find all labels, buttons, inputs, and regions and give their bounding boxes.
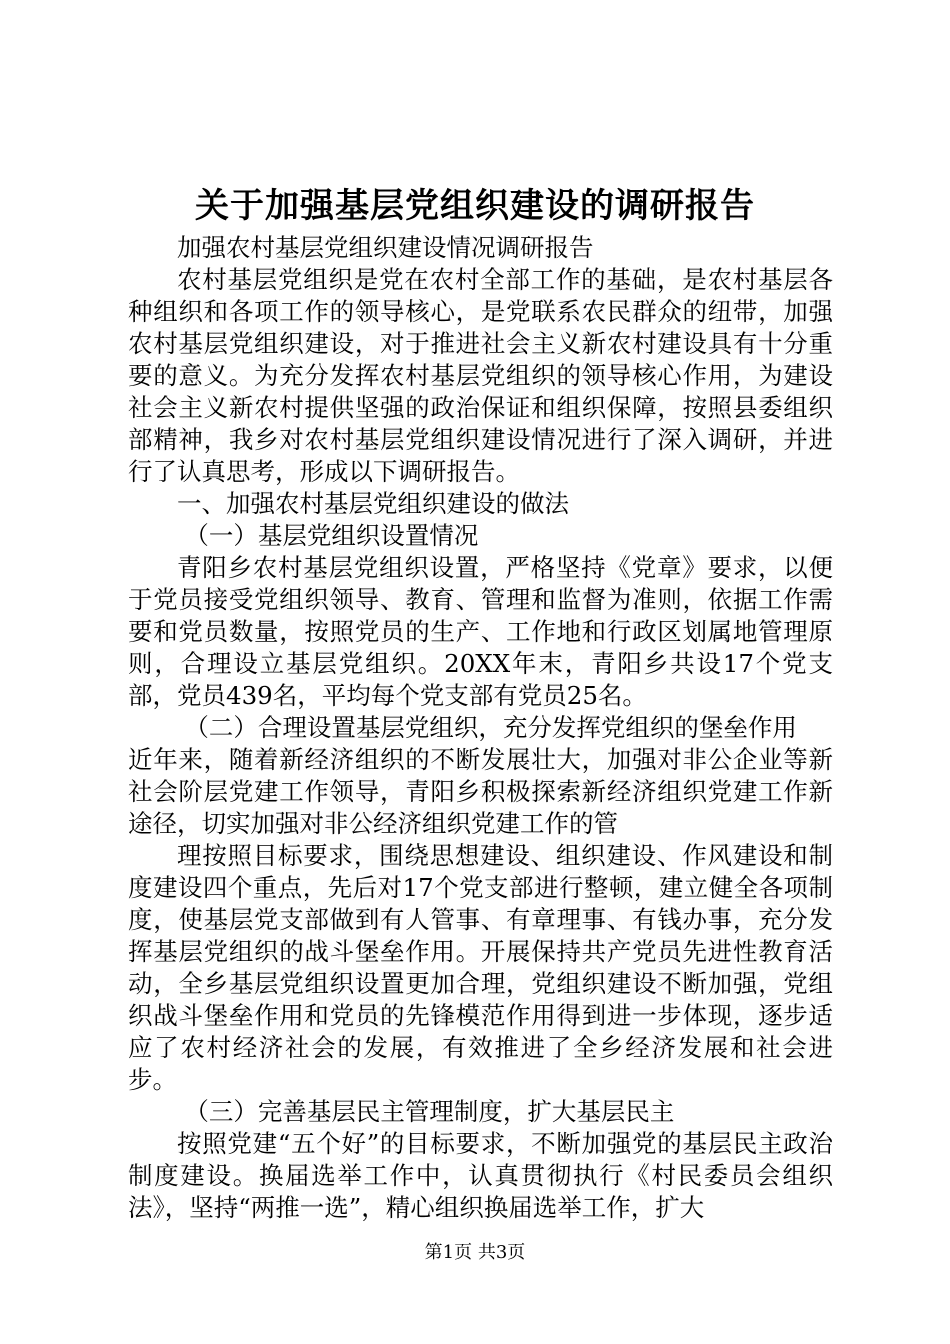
document-title: 关于加强基层党组织建设的调研报告 bbox=[195, 186, 755, 226]
subsection-heading-3: （三）完善基层民主管理制度，扩大基层民主 bbox=[184, 1097, 675, 1126]
body-paragraph: 理按照目标要求，围绕思想建设、组织建设、作风建设和制度建设四个重点，先后对17个党支部进行整顿，建立健全各项制度，使基层党支部做到有人管事、有章理事、有钱办事，充分发挥基层党组织的战斗堡垒作用。开展保持共产党员先进性教育活动，全乡基层党组织设置更加合理，党组织建设不断加强，党组织战斗堡垒作用和党员的先锋模范作用得到进一步体现，逐步适应了农村经济社会的发展，有效推进了全乡经济发展和社会进步。 bbox=[128, 841, 833, 1094]
body-paragraph: 青阳乡农村基层党组织设置，严格坚持《党章》要求，以便于党员接受党组织领导、教育、管理和监督为准则，依据工作需要和党员数量，按照党员的生产、工作地和行政区划属地管理原则，合理设立基层党组织。20XX年末，青阳乡共设17个党支部，党员439名，平均每个党支部有党员25名。 bbox=[128, 553, 833, 710]
body-paragraph: 按照党建“五个好”的目标要求，不断加强党的基层民主政治制度建设。换届选举工作中，认真贯彻执行《村民委员会组织法》，坚持“两推一选”，精心组织换届选举工作，扩大 bbox=[128, 1129, 833, 1222]
section-heading-1: 一、加强农村基层党组织建设的做法 bbox=[177, 489, 569, 518]
report-subtitle: 加强农村基层党组织建设情况调研报告 bbox=[177, 233, 594, 262]
subsection-heading-1: （一）基层党组织设置情况 bbox=[184, 521, 479, 550]
intro-paragraph: 农村基层党组织是党在农村全部工作的基础，是农村基层各种组织和各项工作的领导核心，是党联系农民群众的纽带，加强农村基层党组织建设，对于推进社会主义新农村建设具有十分重要的意义。为充分发挥农村基层党组织的领导核心作用，为建设社会主义新农村提供坚强的政治保证和组织保障，按照县委组织部精神，我乡对农村基层党组织建设情况进行了深入调研，并进行了认真思考，形成以下调研报告。 bbox=[128, 265, 833, 486]
body-paragraph: 近年来，随着新经济组织的不断发展壮大，加强对非公企业等新社会阶层党建工作领导，青阳乡积极探索新经济组织党建工作新途径，切实加强对非公经济组织党建工作的管 bbox=[128, 745, 833, 838]
document-body bbox=[128, 232, 833, 1224]
page-number: 第1页 共3页 bbox=[424, 1242, 526, 1263]
subsection-heading-2: （二）合理设置基层党组织，充分发挥党组织的堡垒作用 bbox=[184, 713, 797, 742]
